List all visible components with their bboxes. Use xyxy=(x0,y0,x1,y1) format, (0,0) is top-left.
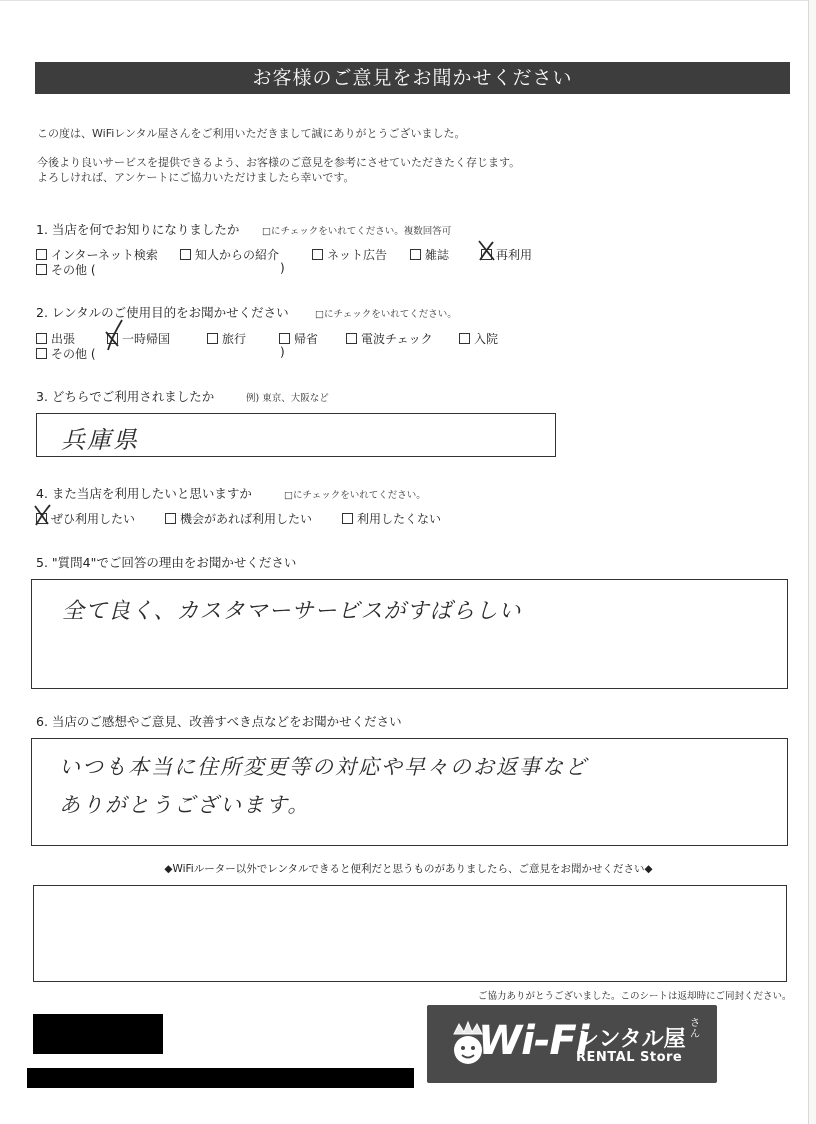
q5-answer-box[interactable] xyxy=(31,579,788,689)
intro-line-3: よろしければ、アンケートにご協力いただけましたら幸いです。 xyxy=(37,171,355,184)
q1-option-net-ad[interactable]: ネット広告 xyxy=(312,246,387,263)
q2-option-travel[interactable]: 旅行 xyxy=(207,330,246,347)
logo-en-text: RENTAL Store xyxy=(576,1050,683,1065)
checkbox[interactable] xyxy=(180,249,191,260)
q2-option-hospital[interactable]: 入院 xyxy=(459,330,498,347)
checkbox[interactable] xyxy=(459,333,470,344)
q4-check-mark xyxy=(32,502,54,528)
q7-title: ◆WiFiルーター以外でレンタルできると便利だと思うものがありましたら、ご意見をお聞かせください◆ xyxy=(164,863,653,875)
q6-answer-line-2: ありがとうございます。 xyxy=(59,793,311,817)
q1-option-reuse[interactable]: 再利用 xyxy=(481,246,532,263)
q2-note: □にチェックをいれてください。 xyxy=(315,309,457,320)
q2-option-other[interactable]: その他 ( xyxy=(36,345,96,362)
checkbox[interactable] xyxy=(36,348,47,359)
footer-thanks: ご協力ありがとうございました。このシートは返却時にご同封ください。 xyxy=(478,991,792,1002)
q3-title: 3. どちらでご利用されましたか xyxy=(36,389,215,404)
checkbox[interactable] xyxy=(410,249,421,260)
q3-note: 例) 東京、大阪など xyxy=(246,393,329,404)
q5-title: 5. "質問4"でご回答の理由をお聞かせください xyxy=(36,555,297,570)
checkbox[interactable] xyxy=(342,513,353,524)
q2-option-homecoming[interactable]: 帰省 xyxy=(279,330,318,347)
q1-title: 1. 当店を何でお知りになりましたか xyxy=(36,222,240,237)
redacted-block-name xyxy=(33,1014,163,1054)
q6-answer-line-1: いつも本当に住所変更等の対応や早々のお返事など xyxy=(59,755,588,779)
q1-check-mark xyxy=(476,238,498,264)
q1-option-magazine[interactable]: 雑誌 xyxy=(410,246,449,263)
q1-note: □にチェックをいれてください。複数回答可 xyxy=(262,226,452,237)
checkbox[interactable] xyxy=(36,249,47,260)
q4-option-definitely[interactable]: ぜひ利用したい xyxy=(36,510,135,527)
q4-note: □にチェックをいれてください。 xyxy=(284,490,426,501)
logo-san-text: さん xyxy=(690,1018,700,1040)
redacted-block-address xyxy=(27,1068,414,1088)
checkbox[interactable] xyxy=(346,333,357,344)
logo-jp-text: レンタル屋 xyxy=(577,1027,686,1052)
q1-option-internet[interactable]: インターネット検索 xyxy=(36,246,158,263)
intro-line-2: 今後より良いサービスを提供できるよう、お客様のご意見を参考にさせていただきたく存じます。 xyxy=(37,156,521,169)
q2-check-mark xyxy=(102,318,126,352)
q2-option-signal-check[interactable]: 電波チェック xyxy=(346,330,433,347)
q2-option-business[interactable]: 出張 xyxy=(36,330,75,347)
q5-answer: 全て良く、カスタマーサービスがすばらしい xyxy=(62,599,522,624)
q2-title: 2. レンタルのご使用目的をお聞かせください xyxy=(36,305,289,320)
q7-answer-box[interactable] xyxy=(33,885,787,982)
q1-option-referral[interactable]: 知人からの紹介 xyxy=(180,246,279,263)
checkbox[interactable] xyxy=(207,333,218,344)
q6-answer-box[interactable] xyxy=(31,738,788,846)
q4-title: 4. また当店を利用したいと思いますか xyxy=(36,486,252,501)
q3-answer-box[interactable] xyxy=(36,413,556,457)
q1-other-close: ) xyxy=(280,261,285,275)
q4-option-no[interactable]: 利用したくない xyxy=(342,510,441,527)
logo-wifi-text: Wi-Fi xyxy=(478,1018,589,1064)
checkbox[interactable] xyxy=(36,333,47,344)
page-title: お客様のご意見をお聞かせください xyxy=(35,62,790,94)
checkbox[interactable] xyxy=(312,249,323,260)
q4-option-if-chance[interactable]: 機会があれば利用したい xyxy=(165,510,312,527)
q2-other-close: ) xyxy=(280,345,285,359)
q2-option-return-home[interactable]: 一時帰国 xyxy=(107,330,170,347)
intro-line-1: この度は、WiFiレンタル屋さんをご利用いただきまして誠にありがとうございました。 xyxy=(37,127,466,140)
q3-answer: 兵庫県 xyxy=(61,426,139,454)
checkbox[interactable] xyxy=(279,333,290,344)
checkbox[interactable] xyxy=(36,264,47,275)
checkbox[interactable] xyxy=(165,513,176,524)
q6-title: 6. 当店のご感想やご意見、改善すべき点などをお聞かせください xyxy=(36,714,402,729)
q1-option-other[interactable]: その他 ( xyxy=(36,261,96,278)
